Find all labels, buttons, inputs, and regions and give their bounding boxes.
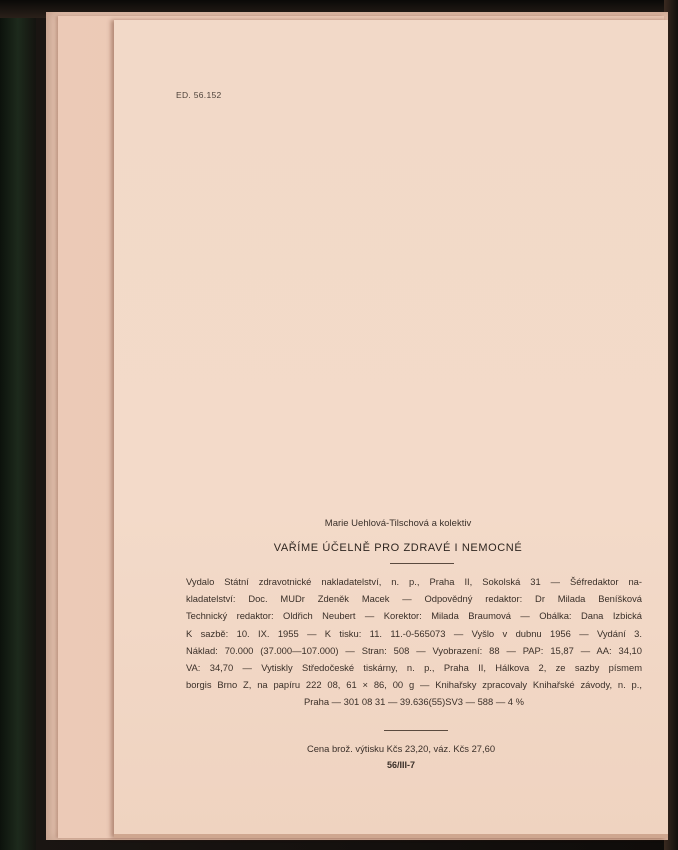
- book-title: VAŘÍME ÚČELNĚ PRO ZDRAVÉ I NEMOCNÉ: [273, 542, 523, 554]
- edition-number: ED. 56.152: [176, 90, 222, 100]
- imprint-line: Technický redaktor: Oldřich Neubert — Korektor: Milada Braumová — Obálka: Dana Izbická: [186, 610, 642, 622]
- imprint-line: Praha — 301 08 31 — 39.636(55)SV3 — 588 — 4 %: [304, 696, 524, 708]
- imprint-line: kladatelství: Doc. MUDr Zdeněk Macek — Odpovědný redaktor: Dr Milada Beníšková: [186, 593, 642, 605]
- catalog-code: 56/III-7: [386, 760, 415, 770]
- separator-rule: [384, 730, 448, 731]
- separator-rule: [390, 563, 454, 564]
- imprint-line: Náklad: 70.000 (37.000—107.000) — Stran: 508 — Vyobrazení: 88 — PAP: 15,87 — AA: 34,10: [186, 644, 642, 656]
- book-cover-edge: [0, 0, 36, 850]
- imprint-line: VA: 34,70 — Vytiskly Středočeské tiskárny, n. p., Praha II, Hálkova 2, ze sazby písmem: [186, 662, 642, 674]
- colophon-page: [114, 20, 668, 838]
- imprint-line: Vydalo Státní zdravotnické nakladatelství, n. p., Praha II, Sokolská 31 — Šéfredaktor na-: [186, 576, 642, 587]
- imprint-block: [186, 573, 642, 711]
- imprint-line: borgis Brno Z, na papíru 222 08, 61 × 86, 00 g — Knihařsky zpracovaly Knihařské závody, n. p.,: [186, 679, 642, 691]
- price-line: Cena brož. výtisku Kčs 23,20, váz. Kčs 27,60: [306, 743, 496, 754]
- authors-line: Marie Uehlová-Tilschová a kolektiv: [324, 518, 472, 529]
- imprint-line: K sazbě: 10. IX. 1955 — K tisku: 11. 11.-0-565073 — Vyšlo v dubnu 1956 — Vydání 3.: [186, 627, 642, 639]
